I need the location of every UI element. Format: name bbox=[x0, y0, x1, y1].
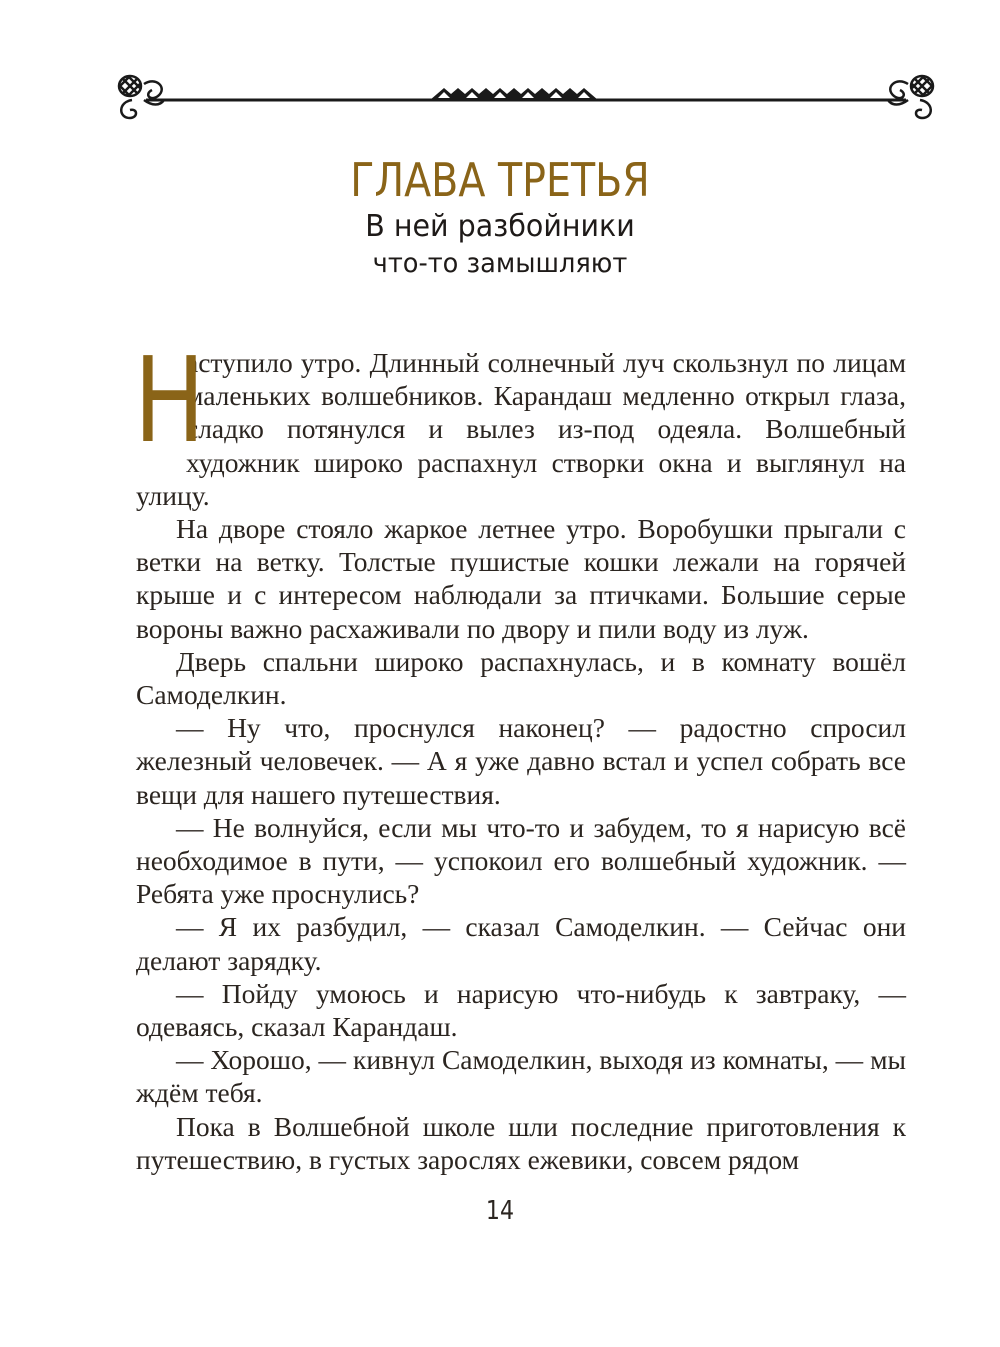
chapter-subtitle-line1: В ней разбойники bbox=[365, 209, 635, 244]
paragraph-text: аступило утро. Длинный солнечный луч скользнул по лицам маленьких волшебников. Карандаш медленно открыл глаза, сладко потянулся и вылез из-под одеяла. Волшебный художник широко распахнул створки окна и выглянул на улицу. bbox=[136, 347, 906, 511]
paragraph: — Пойду умоюсь и нарисую что-нибудь к завтраку, — одеваясь, сказал Карандаш. bbox=[136, 977, 906, 1043]
center-triangles-icon bbox=[430, 88, 598, 100]
paragraph: — Я их разбудил, — сказал Самоделкин. — Сейчас они делают зарядку. bbox=[136, 911, 906, 976]
paragraph: — Хорошо, — кивнул Самоделкин, выходя из комнаты, — мы ждём тебя. bbox=[136, 1044, 906, 1109]
page-number: 14 bbox=[485, 1196, 515, 1226]
paragraph: Дверь спальни широко распахнулась, и в комнату вошёл Самоделкин. bbox=[136, 645, 906, 711]
left-flourish-icon bbox=[119, 76, 164, 118]
paragraph bbox=[134, 331, 906, 512]
paragraph: — Ну что, проснулся наконец? — радостно спросил железный человечек. — А я уже давно встал и успел собрать все вещи для нашего путешествия. bbox=[136, 712, 906, 810]
body-text bbox=[134, 331, 906, 1176]
chapter-title: ГЛАВА ТРЕТЬЯ bbox=[350, 153, 650, 207]
paragraph: На дворе стояло жаркое летнее утро. Воробушки прыгали с ветки на ветку. Толстые пушистые кошки лежали на горячей крыше и с интересом наблюдали за птичками. Большие серые вороны важно расхаживали по двору и пили воду из луж. bbox=[136, 513, 906, 644]
dropcap-letter: Н bbox=[134, 331, 205, 469]
right-flourish-icon bbox=[888, 76, 933, 118]
header-ornament bbox=[108, 66, 944, 136]
paragraph: Пока в Волшебной школе шли последние приготовления к путешествию, в густых зарослях ежевики, совсем рядом bbox=[136, 1110, 906, 1175]
chapter-subtitle-line2: что-то замышляют bbox=[372, 248, 628, 279]
paragraph: — Не волнуйся, если мы что-то и забудем, то я нарисую всё необходимое в пути, — успокоил его волшебный художник. — Ребята уже проснулись? bbox=[136, 811, 906, 910]
